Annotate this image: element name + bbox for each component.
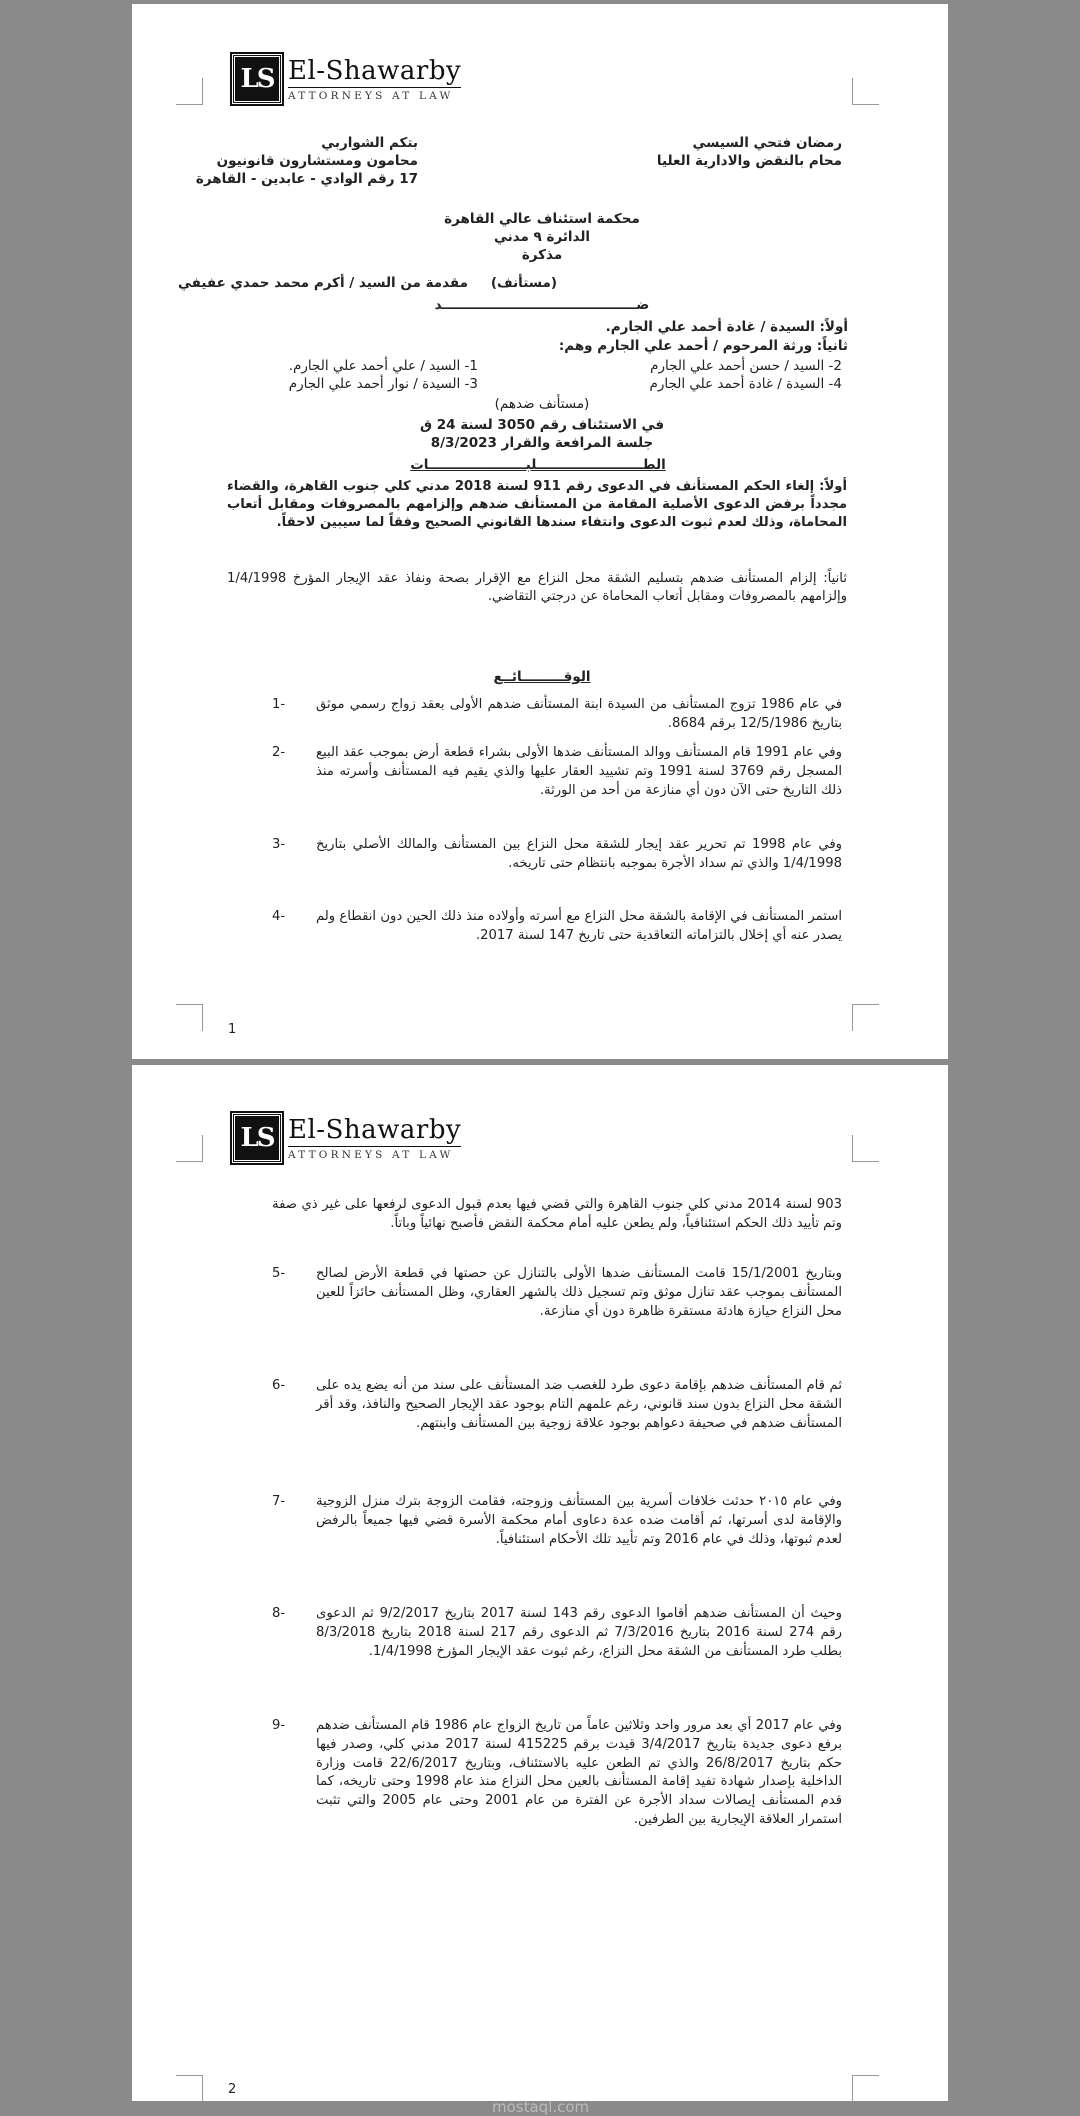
fact-item-6 [272, 1377, 842, 1433]
crop-mark [176, 1135, 203, 1162]
party-role: (مستأنف) [490, 275, 557, 291]
respondents-label: (مستأنف ضدهم) [494, 396, 590, 412]
logo-mark: LS [232, 1113, 282, 1163]
crop-mark [852, 1135, 879, 1162]
heir-3: 3- السيدة / نوار أحمد علي الجارم [288, 376, 478, 392]
page-number: 1 [228, 1022, 237, 1037]
versus-line: ضــــــــــــــــــــــــــــــــــــــــــد [434, 297, 650, 313]
firm-subtitle: ATTORNEYS AT LAW [288, 1146, 461, 1161]
requests-heading: الطـــــــــــــــــــــــلبـــــــــــــــــــــات [410, 457, 666, 473]
fact-number: 2- [272, 745, 286, 760]
case-number: في الاستئناف رقم 3050 لسنة 24 ق [419, 417, 665, 433]
header-right-name: رمضان فتحي السيسي [692, 135, 842, 151]
fact-item-4 [272, 908, 842, 946]
logo-mark: LS [232, 54, 282, 104]
court-circuit: الدائرة ٩ مدني [493, 229, 591, 245]
crop-mark [176, 2075, 203, 2102]
fact-text: في عام 1986 تزوج المستأنف من السيدة ابنة المستأنف ضدهم الأولى بعقد زواج رسمي موثق بتاريخ 12/5/1986 برقم 8684. [316, 697, 843, 731]
crop-mark [176, 78, 203, 105]
continued-paragraph: 903 لسنة 2014 مدني كلي جنوب القاهرة والتي قضي فيها بعدم قبول الدعوى لرفعها على غير ذي صفة وتم تأييد ذلك الحكم استئنافياً، ولم يطعن عليه أمام محكمة النقض فأصبح نهائياً وباتاً. [272, 1197, 843, 1231]
fact-item-8 [272, 1605, 842, 1661]
firm-subtitle: ATTORNEYS AT LAW [288, 87, 461, 102]
page-number: 2 [228, 2082, 237, 2097]
firm-logo [232, 1113, 461, 1163]
fact-text: وحيث أن المستأنف ضدهم أقاموا الدعوى رقم 143 لسنة 2017 بتاريخ 9/2/2017 ثم الدعوى رقم 274 لسنة 2016 بتاريخ 7/3/2016 ثم الدعوى رقم 217 لسنة 2018 بتاريخ 8/3/2018 بطلب طرد المستأنف من الشقة محل النزاع، رغم ثبوت عقد الإيجار المؤرخ 1/4/1998. [316, 1606, 843, 1659]
heir-4: 4- السيدة / غادة أحمد علي الجارم [649, 376, 842, 392]
fact-number: 9- [272, 1718, 286, 1733]
document-page-1 [132, 4, 948, 1059]
fact-item-5 [272, 1265, 842, 1321]
party-name: مقدمة من السيد / أكرم محمد حمدي عفيفي [178, 275, 468, 291]
respondent-heirs: ثانياً: ورثة المرحوم / أحمد علي الجارم وهم: [558, 338, 848, 354]
fact-text: وبتاريخ 15/1/2001 قامت المستأنف ضدها الأولى بالتنازل عن حصتها في قطعة الأرض لصالح المستأنف بموجب عقد تنازل موثق وتم تسجيل ذلك بالشهر العقاري، وظل المستأنف حائزاً للعين محل النزاع حيازة هادئة مستقرة ظاهرة دون أي منازعة. [316, 1266, 843, 1319]
request-second: ثانياً: إلزام المستأنف ضدهم بتسليم الشقة محل النزاع مع الإقرار بصحة ونفاذ عقد الإيجار المؤرخ 1/4/1998 وإلزامهم بالمصروفات ومقابل أتعاب المحاماة عن درجتي التقاضي. [227, 571, 847, 605]
facts-heading: الوقـــــــــائــع [493, 669, 591, 685]
crop-mark [852, 1004, 879, 1031]
header-left-address: 17 رقم الوادي - عابدين - القاهرة [195, 171, 418, 187]
document-page-2 [132, 1065, 948, 2116]
watermark: mostaql.com [492, 2098, 590, 2116]
fact-item-1 [272, 696, 842, 734]
fact-item-3 [272, 836, 842, 874]
header-left-name: بتكم الشواربي [321, 135, 418, 151]
crop-mark [852, 78, 879, 105]
crop-mark [176, 1004, 203, 1031]
fact-item-9 [272, 1717, 842, 1830]
fact-text: وفي عام 1991 قام المستأنف ووالد المستأنف ضدها الأولى بشراء قطعة أرض بموجب عقد البيع المسجل رقم 3769 لسنة 1991 وتم تشييد العقار عليها والذي يقيم فيه المستأنف وأسرته منذ ذلك التاريخ حتى الآن دون أي منازعة من أحد من الورثة. [316, 745, 842, 798]
fact-number: 7- [272, 1494, 286, 1509]
firm-name: El-Shawarby [288, 55, 462, 86]
fact-text: ثم قام المستأنف ضدهم بإقامة دعوى طرد للغصب ضد المستأنف على سند من أنه يضع يده على الشقة محل النزاع بدون سند قانوني، رغم علمهم التام بوجود عقد الإيجار الصحيح والنافذ، وقد أقر المستأنف ضدهم في صحيفة دعواهم بوجود علاقة زوجية بين المستأنف وابنتهم. [316, 1378, 842, 1431]
fact-text: وفي عام 1998 تم تحرير عقد إيجار للشقة محل النزاع بين المستأنف والمالك الأصلي بتاريخ 1/4/1998 والذي تم سداد الأجرة بموجبه بانتظام حتى تاريخه. [316, 837, 842, 871]
fact-number: 3- [272, 837, 286, 852]
fact-number: 4- [272, 909, 286, 924]
fact-item-2 [272, 744, 842, 800]
fact-number: 8- [272, 1606, 286, 1621]
header-right-subtitle: محام بالنقض والادارية العليا [656, 153, 842, 169]
request-first: أولاً: إلغاء الحكم المستأنف في الدعوى رقم 911 لسنة 2018 مدني كلي جنوب القاهرة، والقضاء مجدداً برفض الدعوى الأصلية المقامة من المستأنف ضدهم وإلزامهم بالمصروفات ومقابل أتعاب المحاماة، وذلك لعدم ثبوت الدعوى وانتفاء سندها القانوني الصحيح وفقاً لما سيبين لاحقاً. [227, 479, 847, 531]
respondent-first: أولاً: السيدة / غادة أحمد علي الجارم. [605, 319, 848, 335]
fact-item-7 [272, 1493, 842, 1549]
fact-number: 1- [272, 697, 286, 712]
header-left-subtitle: محامون ومستشارون قانونيون [216, 153, 418, 169]
heir-2: 2- السيد / حسن أحمد علي الجارم [650, 358, 842, 374]
fact-number: 5- [272, 1266, 286, 1281]
court-name: محكمة استئناف عالي القاهرة [444, 211, 640, 227]
firm-name: El-Shawarby [288, 1114, 462, 1145]
fact-number: 6- [272, 1378, 286, 1393]
fact-text: وفي عام 2017 أي بعد مرور واحد وثلاثين عاماً من تاريخ الزواج عام 1986 قام المستأنف ضدهم برفع دعوى جديدة بتاريخ 3/4/2017 قيدت برقم 415225 لسنة 2017 مدني كلي، وصدر فيها حكم بتاريخ 26/8/2017 والذي تم الطعن عليه بالاستئناف، وبتاريخ 22/6/2017 قامت وزارة الداخلية بإصدار شهادة تفيد إقامة المستأنف بالعين محل النزاع منذ عام 1998 وحتى تاريخه، كما قدم المستأنف إيصالات سداد الأجرة عن الفترة من عام 2001 وحتى عام 2005 والتي تثبت استمرار العلاقة الإيجارية بين الطرفين. [316, 1718, 843, 1827]
fact-text: وفي عام ٢٠١٥ حدثت خلافات أسرية بين المستأنف وزوجته، فقامت الزوجة بترك منزل الزوجية والإقامة لدى أسرتها، ثم أقامت ضده عدة دعاوى أمام محكمة الأسرة قضي فيها جميعاً بالرفض لعدم ثبوتها، وذلك في عام 2016 وتم تأييد تلك الأحكام استئنافياً. [316, 1494, 842, 1547]
heir-1: 1- السيد / علي أحمد علي الجارم. [288, 358, 478, 374]
fact-text: استمر المستأنف في الإقامة بالشقة محل النزاع مع أسرته وأولاده منذ ذلك الحين دون انقطاع ولم يصدر عنه أي إخلال بالتزاماته التعاقدية حتى تاريخ 147 لسنة 2017. [316, 909, 842, 943]
session-date: جلسة المرافعة والقرار 8/3/2023 [430, 435, 654, 451]
crop-mark [852, 2075, 879, 2102]
firm-logo [232, 54, 461, 104]
memo-title: مذكرة [521, 247, 563, 263]
